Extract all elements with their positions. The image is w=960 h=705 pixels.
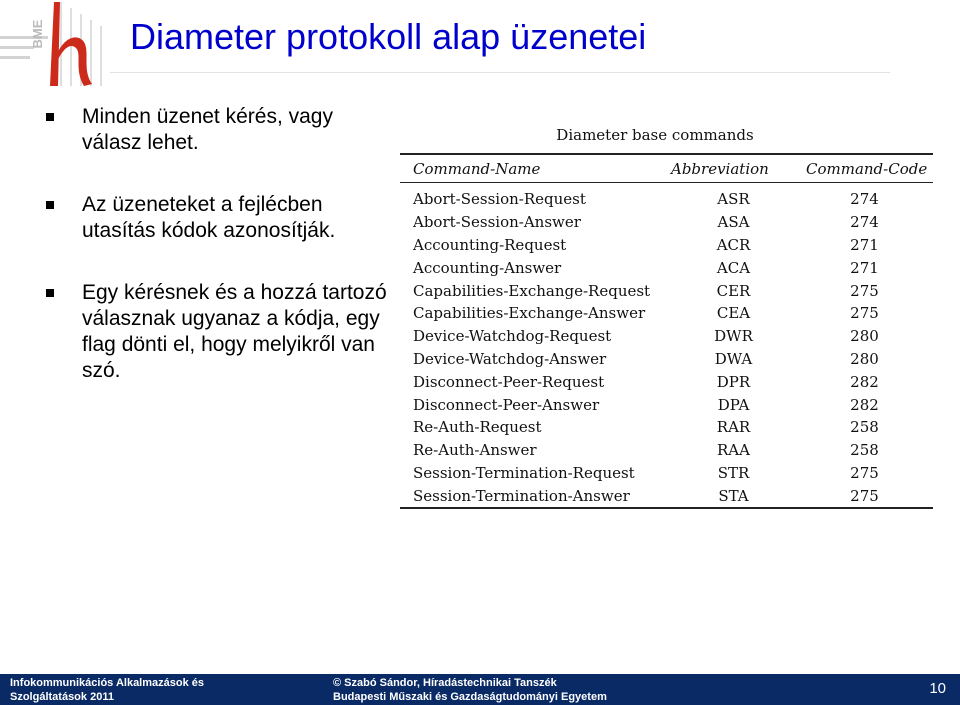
command-name-cell: Disconnect-Peer-Answer (413, 395, 600, 414)
table-row (400, 211, 933, 234)
bullet-item (44, 280, 394, 384)
command-name-cell: Capabilities-Exchange-Answer (413, 304, 646, 323)
abbreviation-cell: STR (717, 463, 750, 482)
command-name-cell: Accounting-Request (413, 235, 567, 254)
command-name-cell: Session-Termination-Request (413, 463, 635, 482)
command-code-cell: 275 (850, 281, 879, 300)
command-code-cell: 274 (850, 213, 879, 232)
footer-course (10, 676, 204, 704)
command-name-cell: Device-Watchdog-Answer (413, 349, 607, 368)
table-row (400, 279, 933, 302)
command-code-cell: 275 (850, 304, 879, 323)
table-body (400, 183, 933, 509)
bullet-text: Egy kérésnek és a hozzá tartozó válasznak ugyanaz a kódja, egy flag dönti el, hogy melyikről van szó. (82, 281, 387, 382)
bme-logo (0, 0, 125, 90)
table-caption: Diameter base commands (556, 126, 754, 144)
table-row (400, 439, 933, 462)
bullet-text: Az üzeneteket a fejlécben utasítás kódok azonosítják. (82, 193, 336, 242)
command-code-cell: 280 (850, 327, 879, 346)
bullet-item (44, 192, 394, 244)
table-row (400, 416, 933, 439)
command-code-cell: 271 (850, 258, 879, 277)
bullet-list (44, 104, 394, 420)
abbreviation-cell: RAR (716, 418, 751, 437)
footer-copyright: © Szabó Sándor, Híradástechnikai Tanszék (333, 677, 557, 689)
table-row (400, 183, 933, 211)
square-bullet-icon (46, 113, 54, 121)
command-code-cell: 258 (850, 418, 879, 437)
table-row (400, 462, 933, 485)
table-row (400, 325, 933, 348)
abbreviation-cell: CER (716, 281, 751, 300)
footer-bar (0, 674, 960, 705)
command-name-cell: Session-Termination-Answer (413, 486, 630, 505)
command-name-cell: Capabilities-Exchange-Request (413, 281, 651, 300)
command-name-cell: Accounting-Answer (413, 258, 562, 277)
command-code-cell: 274 (850, 190, 879, 209)
abbreviation-cell: CEA (716, 304, 751, 323)
command-code-cell: 271 (850, 235, 879, 254)
square-bullet-icon (46, 201, 54, 209)
commands-table (400, 153, 933, 509)
command-code-cell: 282 (850, 372, 879, 391)
column-header-command-code: Command-Code (796, 154, 933, 183)
abbreviation-cell: STA (718, 486, 749, 505)
page-title: Diameter protokoll alap üzenetei (130, 16, 647, 57)
abbreviation-cell: ACA (716, 258, 751, 277)
command-code-cell: 280 (850, 349, 879, 368)
table-row (400, 484, 933, 508)
footer-course-line: Infokommunikációs Alkalmazások és (10, 677, 204, 689)
column-header-abbreviation: Abbreviation (671, 154, 796, 183)
table-row (400, 256, 933, 279)
command-name-cell: Abort-Session-Answer (413, 213, 581, 232)
square-bullet-icon (46, 289, 54, 297)
command-name-cell: Device-Watchdog-Request (413, 327, 612, 346)
table-row (400, 348, 933, 371)
command-name-cell: Abort-Session-Request (413, 190, 586, 209)
command-code-cell: 275 (850, 463, 879, 482)
title-divider (110, 72, 890, 73)
command-code-cell: 258 (850, 441, 879, 460)
abbreviation-cell: DPR (716, 372, 751, 391)
footer-university: Budapesti Műszaki és Gazdaságtudományi Egyetem (333, 691, 607, 703)
column-header-command-name: Command-Name (400, 154, 671, 183)
abbreviation-cell: RAA (717, 441, 750, 460)
abbreviation-cell: DWR (714, 327, 753, 346)
command-name-cell: Re-Auth-Answer (413, 441, 537, 460)
bullet-item (44, 104, 394, 156)
table-row (400, 234, 933, 257)
command-code-cell: 275 (850, 486, 879, 505)
bme-logo-text: BME (30, 19, 45, 49)
table-header-row (400, 154, 933, 183)
footer-course-year: Szolgáltatások 2011 (10, 691, 114, 703)
table-row (400, 393, 933, 416)
abbreviation-cell: ACR (716, 235, 751, 254)
bullet-text: Minden üzenet kérés, vagy válasz lehet. (82, 105, 333, 154)
abbreviation-cell: ASR (717, 190, 750, 209)
command-code-cell: 282 (850, 395, 879, 414)
command-name-cell: Re-Auth-Request (413, 418, 542, 437)
commands-table-figure (400, 124, 935, 509)
abbreviation-cell: DPA (717, 395, 750, 414)
page-number: 10 (929, 680, 946, 697)
table-row (400, 302, 933, 325)
table-row (400, 370, 933, 393)
abbreviation-cell: ASA (717, 213, 750, 232)
abbreviation-cell: DWA (714, 349, 753, 368)
footer-author (333, 676, 607, 704)
command-name-cell: Disconnect-Peer-Request (413, 372, 605, 391)
